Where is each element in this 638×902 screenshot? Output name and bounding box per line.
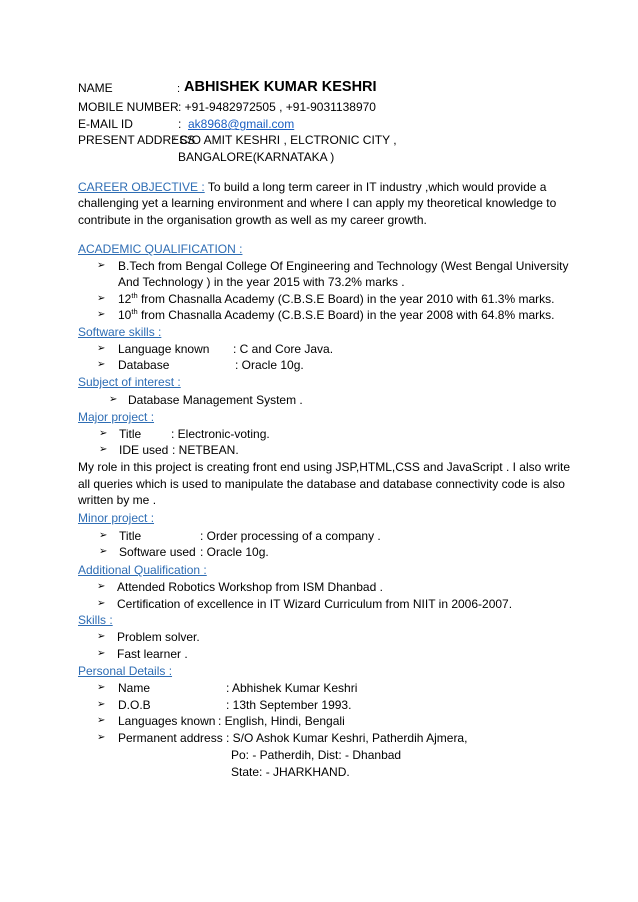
twelfth-num: 12 [118, 292, 132, 306]
academic-twelfth [118, 291, 554, 307]
major-title-label: Title [119, 427, 142, 441]
address-line-1: : C/O AMIT KESHRI , ELCTRONIC CITY , [173, 133, 397, 147]
bullet-arrow-icon: ➢ [97, 631, 106, 642]
major-role-2: all queries which is used to manipulate the database and database connectivity code is also [78, 477, 565, 491]
minor-software-label: Software used [119, 545, 196, 559]
bullet-arrow-icon: ➢ [97, 715, 106, 726]
major-role-3: written by me . [78, 493, 157, 507]
skill-item-2: Fast learner . [117, 647, 188, 661]
minor-title-value: : Order processing of a company . [200, 529, 381, 543]
address-line-2: BANGALORE(KARNATAKA ) [178, 150, 335, 164]
bullet-arrow-icon: ➢ [99, 530, 108, 541]
bullet-arrow-icon: ➢ [97, 359, 106, 370]
major-ide-value: : NETBEAN. [172, 443, 239, 457]
email-label: E-MAIL ID [78, 117, 133, 131]
academic-tenth [118, 307, 554, 323]
bullet-arrow-icon: ➢ [99, 546, 108, 557]
personal-permanent-line-3: State: - JHARKHAND. [231, 765, 350, 779]
candidate-name: ABHISHEK KUMAR KESHRI [184, 79, 377, 95]
bullet-arrow-icon: ➢ [97, 699, 106, 710]
tenth-sup: th [131, 307, 138, 316]
personal-dob-label: D.O.B [118, 698, 151, 712]
personal-permanent-line-2: Po: - Patherdih, Dist: - Dhanbad [231, 748, 402, 762]
personal-heading: Personal Details : [78, 664, 173, 678]
career-text-3: contribute in the organisation growth as well as my career growth. [78, 213, 427, 227]
twelfth-sup: th [131, 291, 138, 300]
software-skill-database-label: Database [118, 358, 170, 372]
bullet-arrow-icon: ➢ [97, 293, 106, 304]
email-colon: : [178, 117, 182, 131]
tenth-text: from Chasnalla Academy (C.B.S.E Board) in the year 2008 with 64.8% marks. [137, 308, 555, 322]
personal-languages-value: : English, Hindi, Bengali [218, 714, 345, 728]
personal-languages-label: Languages known [118, 714, 216, 728]
name-label: NAME [78, 81, 113, 95]
bullet-arrow-icon: ➢ [97, 260, 106, 271]
career-text-1: To build a long term career in IT industry ,which would provide a [207, 180, 547, 194]
academic-heading: ACADEMIC QUALIFICATION : [78, 242, 243, 256]
personal-permanent-line-1: : S/O Ashok Kumar Keshri, Patherdih Ajmera, [226, 731, 468, 745]
minor-project-heading: Minor project : [78, 511, 155, 525]
major-title-value: : Electronic-voting. [171, 427, 270, 441]
software-skill-language-label: Language known [118, 342, 210, 356]
bullet-arrow-icon: ➢ [97, 343, 106, 354]
software-skill-language-value: : C and Core Java. [233, 342, 334, 356]
bullet-arrow-icon: ➢ [97, 732, 106, 743]
career-objective-heading: CAREER OBJECTIVE : [78, 180, 205, 194]
bullet-arrow-icon: ➢ [97, 581, 106, 592]
career-line-1 [78, 179, 546, 195]
academic-btech-2: And Technology ) in the year 2015 with 73.2% marks . [118, 275, 405, 289]
bullet-arrow-icon: ➢ [97, 598, 106, 609]
major-ide-label: IDE used [119, 443, 169, 457]
bullet-arrow-icon: ➢ [97, 682, 106, 693]
additional-item-1: Attended Robotics Workshop from ISM Dhanbad . [117, 580, 383, 594]
bullet-arrow-icon: ➢ [99, 444, 108, 455]
bullet-arrow-icon: ➢ [99, 428, 108, 439]
career-text-2: challenging yet a learning environment and where I can apply my theoretical knowledge to [78, 196, 557, 210]
software-skills-heading: Software skills : [78, 325, 162, 339]
personal-permanent-label: Permanent address [118, 731, 223, 745]
skill-item-1: Problem solver. [117, 630, 200, 644]
address-label: PRESENT ADDRESS [78, 133, 196, 147]
academic-btech-1: B.Tech from Bengal College Of Engineering and Technology (West Bengal University [118, 259, 569, 273]
email-link[interactable]: ak8968@gmail.com [188, 117, 295, 131]
mobile-label: MOBILE NUMBER [78, 100, 179, 114]
bullet-arrow-icon: ➢ [97, 309, 106, 320]
additional-item-2: Certification of excellence in IT Wizard Curriculum from NIIT in 2006-2007. [117, 597, 513, 611]
software-skill-database-value: : Oracle 10g. [235, 358, 304, 372]
minor-software-value: : Oracle 10g. [200, 545, 269, 559]
skills-heading: Skills : [78, 613, 113, 627]
name-colon: : [177, 83, 181, 95]
tenth-num: 10 [118, 308, 132, 322]
personal-name-label: Name [118, 681, 151, 695]
major-role-1: My role in this project is creating front end using JSP,HTML,CSS and JavaScript . I also write [78, 460, 570, 474]
mobile-value: : +91-9482972505 , +91-9031138970 [178, 100, 376, 114]
major-project-heading: Major project : [78, 410, 155, 424]
personal-dob-value: : 13th September 1993. [226, 698, 352, 712]
additional-heading: Additional Qualification : [78, 563, 207, 577]
interest-item: Database Management System . [128, 393, 303, 407]
interest-heading: Subject of interest : [78, 375, 181, 389]
bullet-arrow-icon: ➢ [109, 394, 118, 405]
personal-name-value: : Abhishek Kumar Keshri [226, 681, 358, 695]
minor-title-label: Title [119, 529, 142, 543]
bullet-arrow-icon: ➢ [97, 648, 106, 659]
twelfth-text: from Chasnalla Academy (C.B.S.E Board) in the year 2010 with 61.3% marks. [137, 292, 555, 306]
